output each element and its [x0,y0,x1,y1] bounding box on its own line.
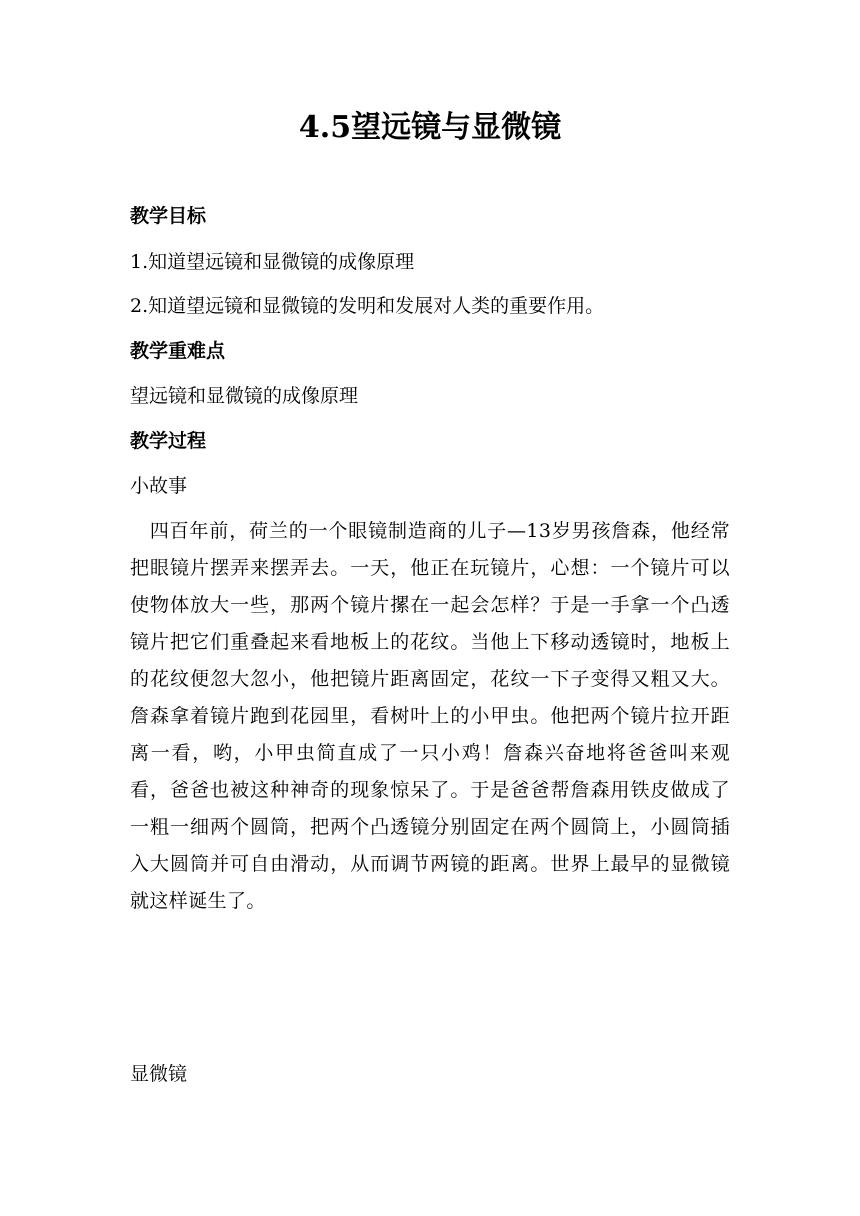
document-title: 4.5望远镜与显微镜 [298,110,562,145]
process-heading: 教学过程 [130,430,207,452]
story-label: 小故事 [130,475,188,497]
key-points-heading: 教学重难点 [130,340,226,362]
story-paragraph: 四百年前，荷兰的一个眼镜制造商的儿子—13岁男孩詹森，他经常把眼镜片摆弄来摆弄去。一天，他正在玩镜片，心想：一个镜片可以使物体放大一些，那两个镜片摞在一起会怎样？于是一手拿一个凸透镜片把它们重叠起来看地板上的花纹。当他上下移动透镜时，地板上的花纹便忽大忽小，他把镜片距离固定，花纹一下子变得又粗又大。詹森拿着镜片跑到花园里，看树叶上的小甲虫。他把两个镜片拉开距离一看，哟，小甲虫简直成了一只小鸡！詹森兴奋地将爸爸叫来观看，爸爸也被这种神奇的现象惊呆了。于是爸爸帮詹森用铁皮做成了一粗一细两个圆筒，把两个凸透镜分别固定在两个圆筒上，小圆筒插入大圆筒并可自由滑动，从而调节两镜的距离。世界上最早的显微镜就这样诞生了。 [130,520,730,912]
objective-2: 2.知道望远镜和显微镜的发明和发展对人类的重要作用。 [130,295,605,317]
key-points-text: 望远镜和显微镜的成像原理 [130,385,359,407]
microscope-label: 显微镜 [130,1063,188,1085]
objectives-heading: 教学目标 [130,205,207,227]
objective-1: 1.知道望远镜和显微镜的成像原理 [130,251,415,273]
